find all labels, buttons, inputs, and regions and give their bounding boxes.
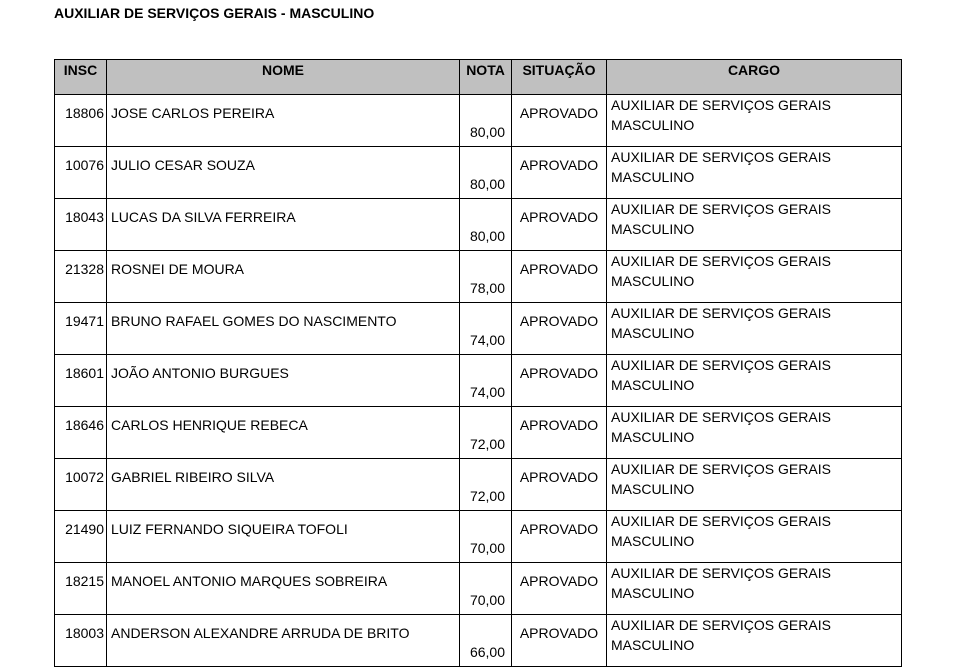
nota-value: 80,00: [469, 176, 505, 192]
cargo-line-2: MASCULINO: [611, 532, 695, 549]
cargo-line-2: MASCULINO: [611, 324, 695, 341]
cell-situacao: [512, 199, 607, 251]
cell-cargo: [607, 199, 902, 251]
results-table: [54, 59, 902, 667]
situacao-value: APROVADO: [519, 105, 599, 121]
header-situacao: SITUAÇÃO: [512, 60, 607, 95]
nota-value: 80,00: [469, 228, 505, 244]
cargo-line-2: MASCULINO: [611, 116, 695, 133]
situacao-value: APROVADO: [519, 417, 599, 433]
table-row: [55, 407, 902, 459]
cell-insc: [55, 251, 107, 303]
cell-nota: [460, 615, 512, 667]
cargo-value: [611, 199, 901, 239]
cell-situacao: [512, 303, 607, 355]
cell-nome: [107, 615, 460, 667]
cell-cargo: [607, 563, 902, 615]
cell-cargo: [607, 303, 902, 355]
cargo-line-2: MASCULINO: [611, 168, 695, 185]
cell-nome: [107, 511, 460, 563]
nota-value: 74,00: [469, 332, 505, 348]
cell-nome: [107, 147, 460, 199]
table-row: [55, 615, 902, 667]
nota-value: 74,00: [469, 384, 505, 400]
nome-value: JOSE CARLOS PEREIRA: [111, 105, 275, 121]
table-row: [55, 355, 902, 407]
cargo-value: [611, 615, 901, 655]
insc-value: 10072: [65, 469, 104, 485]
nome-value: ROSNEI DE MOURA: [111, 261, 245, 277]
cell-nome: [107, 251, 460, 303]
cell-situacao: [512, 615, 607, 667]
cell-situacao: [512, 95, 607, 147]
insc-value: 18601: [65, 365, 104, 381]
cell-cargo: [607, 355, 902, 407]
cell-nome: [107, 563, 460, 615]
cargo-value: [611, 407, 901, 447]
cell-cargo: [607, 615, 902, 667]
insc-value: 18215: [65, 573, 104, 589]
table-body: [55, 95, 902, 667]
situacao-value: APROVADO: [519, 209, 599, 225]
cargo-value: [611, 251, 901, 291]
situacao-value: APROVADO: [519, 469, 599, 485]
cargo-line-2: MASCULINO: [611, 584, 695, 601]
table-row: [55, 563, 902, 615]
insc-value: 21328: [65, 261, 104, 277]
cell-nome: [107, 199, 460, 251]
table-row: [55, 251, 902, 303]
header-nome: NOME: [107, 60, 460, 95]
nota-value: 80,00: [469, 124, 505, 140]
cell-situacao: [512, 147, 607, 199]
cargo-value: [611, 303, 901, 343]
cell-cargo: [607, 407, 902, 459]
table-header: [55, 60, 902, 95]
header-nota: NOTA: [460, 60, 512, 95]
cell-nota: [460, 355, 512, 407]
cargo-line-1: AUXILIAR DE SERVIÇOS GERAIS: [611, 201, 831, 217]
cargo-value: [611, 563, 901, 603]
situacao-value: APROVADO: [519, 261, 599, 277]
cargo-line-2: MASCULINO: [611, 220, 695, 237]
cell-cargo: [607, 251, 902, 303]
cell-insc: [55, 147, 107, 199]
cell-nome: [107, 407, 460, 459]
cargo-value: [611, 147, 901, 187]
cargo-value: [611, 511, 901, 551]
cell-insc: [55, 459, 107, 511]
nome-value: BRUNO RAFAEL GOMES DO NASCIMENTO: [111, 313, 397, 329]
cell-insc: [55, 511, 107, 563]
cargo-value: [611, 355, 901, 395]
cell-nota: [460, 303, 512, 355]
nota-value: 72,00: [469, 488, 505, 504]
cargo-line-2: MASCULINO: [611, 480, 695, 497]
nota-value: 72,00: [469, 436, 505, 452]
cell-cargo: [607, 95, 902, 147]
situacao-value: APROVADO: [519, 521, 599, 537]
nota-value: 70,00: [469, 592, 505, 608]
cell-nota: [460, 251, 512, 303]
cell-nome: [107, 355, 460, 407]
cell-nota: [460, 459, 512, 511]
cell-cargo: [607, 459, 902, 511]
cargo-value: [611, 95, 901, 135]
situacao-value: APROVADO: [519, 157, 599, 173]
insc-value: 18806: [65, 105, 104, 121]
cargo-line-2: MASCULINO: [611, 636, 695, 653]
insc-value: 19471: [65, 313, 104, 329]
table-row: [55, 511, 902, 563]
cargo-line-2: MASCULINO: [611, 272, 695, 289]
cell-cargo: [607, 147, 902, 199]
cell-nota: [460, 511, 512, 563]
nome-value: JULIO CESAR SOUZA: [111, 157, 255, 173]
cargo-line-1: AUXILIAR DE SERVIÇOS GERAIS: [611, 253, 831, 269]
nome-value: MANOEL ANTONIO MARQUES SOBREIRA: [111, 573, 388, 589]
cell-insc: [55, 303, 107, 355]
nota-value: 78,00: [469, 280, 505, 296]
document-title: AUXILIAR DE SERVIÇOS GERAIS - MASCULINO: [54, 5, 375, 21]
cell-insc: [55, 95, 107, 147]
cargo-line-1: AUXILIAR DE SERVIÇOS GERAIS: [611, 409, 831, 425]
situacao-value: APROVADO: [519, 365, 599, 381]
cell-situacao: [512, 355, 607, 407]
cell-cargo: [607, 511, 902, 563]
table-row: [55, 95, 902, 147]
cell-insc: [55, 615, 107, 667]
header-row: [55, 60, 902, 95]
insc-value: 18646: [65, 417, 104, 433]
cell-insc: [55, 563, 107, 615]
cargo-line-1: AUXILIAR DE SERVIÇOS GERAIS: [611, 617, 831, 633]
table-row: [55, 199, 902, 251]
situacao-value: APROVADO: [519, 313, 599, 329]
nota-value: 70,00: [469, 540, 505, 556]
header-cargo: CARGO: [607, 60, 902, 95]
cell-insc: [55, 355, 107, 407]
nome-value: LUCAS DA SILVA FERREIRA: [111, 209, 296, 225]
cell-nota: [460, 563, 512, 615]
nome-value: CARLOS HENRIQUE REBECA: [111, 417, 308, 433]
cargo-line-1: AUXILIAR DE SERVIÇOS GERAIS: [611, 513, 831, 529]
table-row: [55, 303, 902, 355]
cargo-line-1: AUXILIAR DE SERVIÇOS GERAIS: [611, 461, 831, 477]
insc-value: 10076: [65, 157, 104, 173]
cell-nota: [460, 95, 512, 147]
cell-situacao: [512, 459, 607, 511]
cell-nome: [107, 459, 460, 511]
cell-situacao: [512, 511, 607, 563]
situacao-value: APROVADO: [519, 573, 599, 589]
nome-value: GABRIEL RIBEIRO SILVA: [111, 469, 275, 485]
cell-nota: [460, 199, 512, 251]
cell-nome: [107, 95, 460, 147]
cargo-value: [611, 459, 901, 499]
cell-nome: [107, 303, 460, 355]
table-row: [55, 459, 902, 511]
cell-nota: [460, 407, 512, 459]
cell-insc: [55, 407, 107, 459]
cargo-line-2: MASCULINO: [611, 428, 695, 445]
nome-value: JOÃO ANTONIO BURGUES: [111, 365, 289, 381]
cargo-line-1: AUXILIAR DE SERVIÇOS GERAIS: [611, 97, 831, 113]
nome-value: ANDERSON ALEXANDRE ARRUDA DE BRITO: [111, 625, 410, 641]
cargo-line-1: AUXILIAR DE SERVIÇOS GERAIS: [611, 357, 831, 373]
cell-situacao: [512, 407, 607, 459]
cell-insc: [55, 199, 107, 251]
insc-value: 18043: [65, 209, 104, 225]
cargo-line-1: AUXILIAR DE SERVIÇOS GERAIS: [611, 149, 831, 165]
insc-value: 18003: [65, 625, 104, 641]
header-insc: INSC: [55, 60, 107, 95]
nota-value: 66,00: [469, 644, 505, 660]
nome-value: LUIZ FERNANDO SIQUEIRA TOFOLI: [111, 521, 348, 537]
table-row: [55, 147, 902, 199]
cell-nota: [460, 147, 512, 199]
cargo-line-1: AUXILIAR DE SERVIÇOS GERAIS: [611, 305, 831, 321]
insc-value: 21490: [65, 521, 104, 537]
situacao-value: APROVADO: [519, 625, 599, 641]
cargo-line-1: AUXILIAR DE SERVIÇOS GERAIS: [611, 565, 831, 581]
cell-situacao: [512, 251, 607, 303]
cargo-line-2: MASCULINO: [611, 376, 695, 393]
cell-situacao: [512, 563, 607, 615]
